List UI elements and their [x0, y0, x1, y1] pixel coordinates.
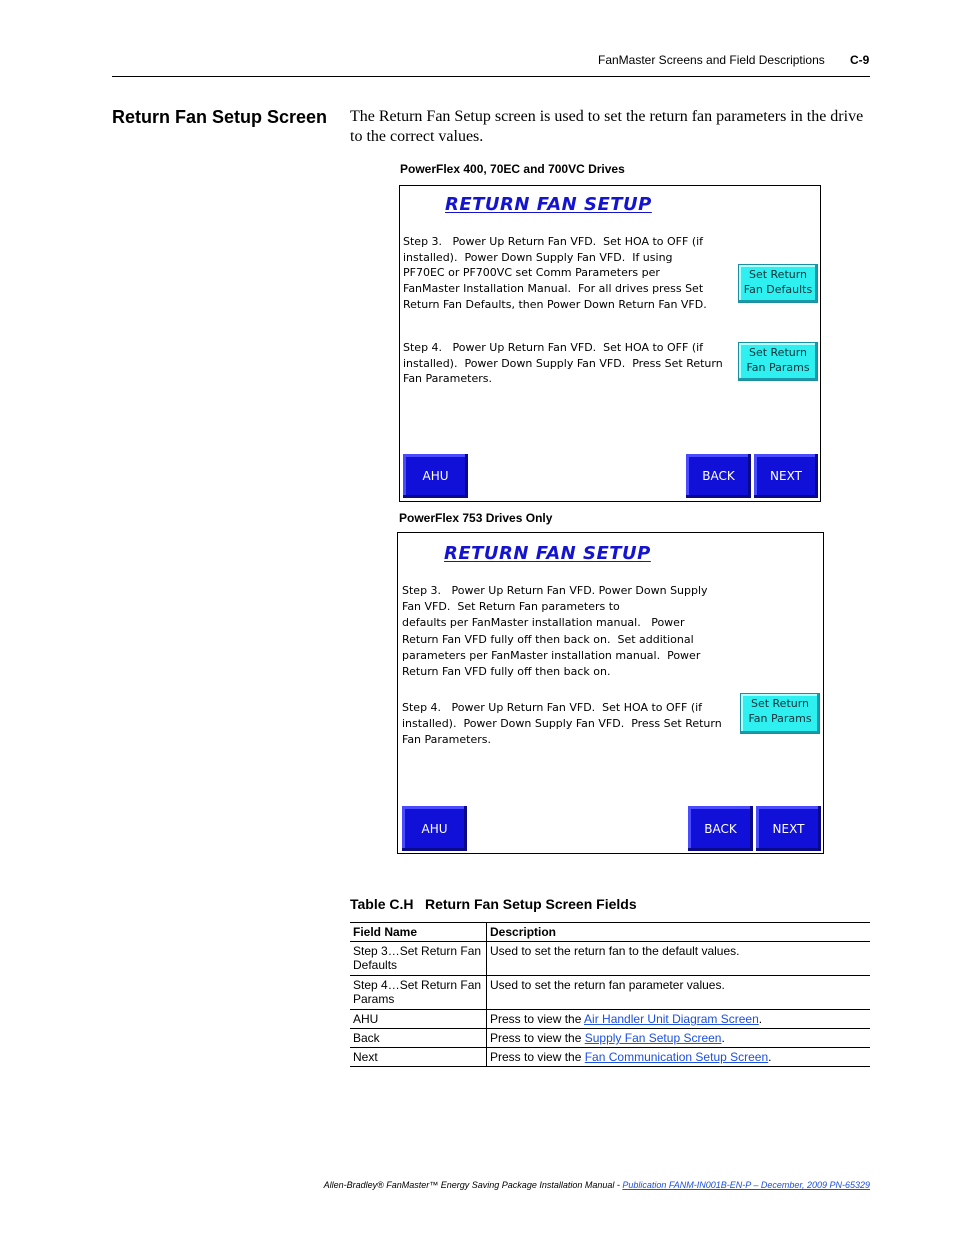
section-intro: The Return Fan Setup screen is used to set the return fan parameters in the drive to the correct values. [350, 108, 864, 145]
column-header: Field Name [350, 923, 487, 942]
description-cell: Press to view the Fan Communication Setup Screen. [487, 1048, 871, 1067]
air-handler-unit-diagram-link[interactable]: Air Handler Unit Diagram Screen [584, 1012, 759, 1026]
ahu-button[interactable]: AHU [402, 806, 467, 851]
field-name-cell: Step 3…Set Return Fan Defaults [350, 942, 487, 976]
next-button[interactable]: NEXT [754, 454, 818, 498]
next-button[interactable]: NEXT [756, 806, 821, 851]
header-rule [112, 76, 870, 77]
fan-communication-setup-link[interactable]: Fan Communication Setup Screen [584, 1050, 769, 1064]
table-row [350, 1010, 870, 1029]
field-name-cell: Next [350, 1048, 487, 1067]
step3-text: Step 3. Power Up Return Fan VFD. Set HOA to OFF (if installed). Power Down Supply Fan VFD. If using PF70EC or PF700VC set Comm Parameters per FanMaster Installation Manual. For all drives press Set Return Fan Defaults, then Power Down Return Fan VFD. [403, 235, 707, 311]
fields-table [350, 922, 870, 1067]
back-button[interactable]: BACK [688, 806, 753, 851]
return-fan-setup-screen-pf400 [399, 185, 821, 502]
column-header: Description [487, 923, 871, 942]
set-return-fan-params-button[interactable]: Set Return Fan Params [740, 693, 820, 734]
back-button[interactable]: BACK [686, 454, 751, 498]
figure-caption-powerflex-400: PowerFlex 400, 70EC and 700VC Drives [400, 162, 625, 176]
section-title: Return Fan Setup Screen [112, 107, 328, 127]
screen-title: RETURN FAN SETUP [445, 194, 652, 215]
page-number: C-9 [850, 53, 870, 67]
description-cell: Used to set the return fan parameter values. [487, 976, 871, 1010]
figure-caption-powerflex-753: PowerFlex 753 Drives Only [399, 511, 553, 525]
table-caption [350, 896, 637, 912]
table-number: Table C.H [350, 896, 414, 912]
footer-text: Allen-Bradley® FanMaster™ Energy Saving Package Installation Manual - [323, 1180, 623, 1190]
screen-title: RETURN FAN SETUP [444, 543, 651, 564]
field-name-cell: Back [350, 1029, 487, 1048]
table-title: Return Fan Setup Screen Fields [425, 896, 637, 912]
set-return-fan-defaults-button[interactable]: Set Return Fan Defaults [738, 264, 818, 303]
page-footer [324, 1180, 870, 1190]
description-cell: Press to view the Supply Fan Setup Screen. [487, 1029, 871, 1048]
table-header-row [350, 923, 870, 942]
publication-link[interactable]: Publication FANM-IN001B-EN-P – December, 2009 PN-65329 [622, 1180, 870, 1190]
table-row [350, 1029, 870, 1048]
ahu-button[interactable]: AHU [403, 454, 468, 498]
field-name-cell: AHU [350, 1010, 487, 1029]
supply-fan-setup-link[interactable]: Supply Fan Setup Screen [584, 1031, 722, 1045]
step3-text: Step 3. Power Up Return Fan VFD. Power Down Supply Fan VFD. Set Return Fan parameters to defaults per FanMaster installation manual. Power Return Fan VFD fully off then back on. Set additional parameters per FanMaster installation manual. Power Return Fan VFD fully off then back on. [402, 584, 708, 679]
table-row [350, 1048, 870, 1067]
description-cell: Press to view the Air Handler Unit Diagram Screen. [487, 1010, 871, 1029]
field-name-cell: Step 4…Set Return Fan Params [350, 976, 487, 1010]
running-header-section: FanMaster Screens and Field Descriptions [598, 53, 825, 67]
table-row [350, 942, 870, 976]
description-cell: Used to set the return fan to the default values. [487, 942, 871, 976]
step4-text: Step 4. Power Up Return Fan VFD. Set HOA to OFF (if installed). Power Down Supply Fan VFD. Press Set Return Fan Parameters. [402, 701, 722, 747]
table-row [350, 976, 870, 1010]
step4-text: Step 4. Power Up Return Fan VFD. Set HOA to OFF (if installed). Power Down Supply Fan VFD. Press Set Return Fan Parameters. [403, 341, 723, 386]
return-fan-setup-screen-pf753 [397, 532, 824, 854]
set-return-fan-params-button[interactable]: Set Return Fan Params [738, 342, 818, 381]
